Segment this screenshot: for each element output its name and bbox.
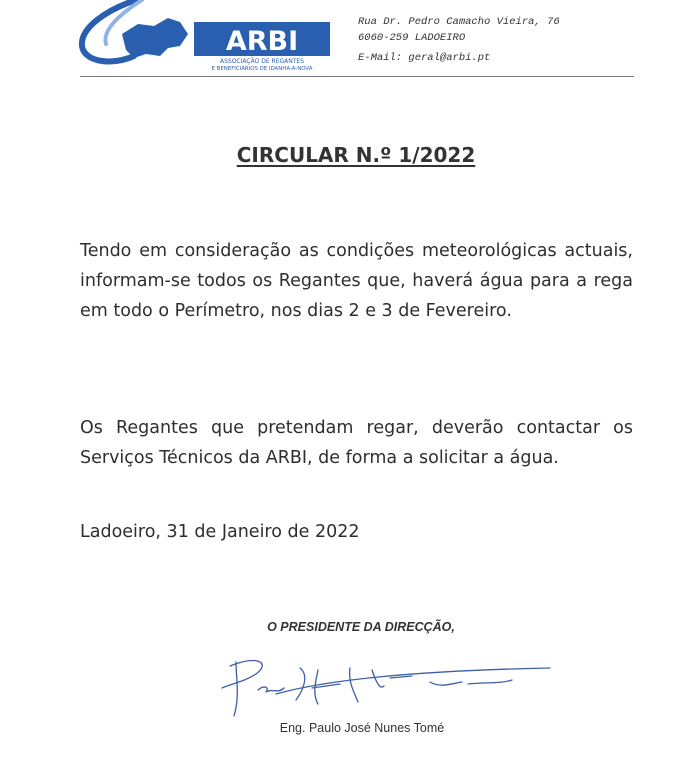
address-postal: 6060-259 LADOEIRO [358, 32, 466, 44]
signoff-line: O PRESIDENTE DA DIRECÇÃO, [267, 620, 455, 634]
arbi-logo [76, 0, 338, 74]
signer-name: Eng. Paulo José Nunes Tomé [279, 721, 445, 735]
date-line: Ladoeiro, 31 de Janeiro de 2022 [80, 522, 360, 542]
address-email: E-Mail: geral@arbi.pt [358, 52, 491, 64]
header-divider [80, 76, 634, 77]
logo-subtitle-line2: E BENEFICIÁRIOS DE IDANHA-A-NOVA [211, 66, 313, 72]
body-paragraph-1: Tendo em consideração as condições meteorológicas actuais, informam-se todos os Regantes que, haverá água para a rega em todo o Perímetro, nos dias 2 e 3 de Fevereiro. [80, 241, 633, 321]
body-paragraph-2: Os Regantes que pretendam regar, deverão contactar os Serviços Técnicos da ARBI, de forma a solicitar a água. [80, 418, 633, 468]
address-street: Rua Dr. Pedro Camacho Vieira, 76 [358, 16, 560, 28]
document-title: CIRCULAR N.º 1/2022 [236, 143, 476, 167]
logo-wordmark: ARBI [225, 26, 299, 57]
logo-subtitle-line1: ASSOCIAÇÃO DE REGANTES [219, 58, 305, 65]
handwritten-signature [200, 648, 560, 728]
header-address [358, 14, 560, 66]
